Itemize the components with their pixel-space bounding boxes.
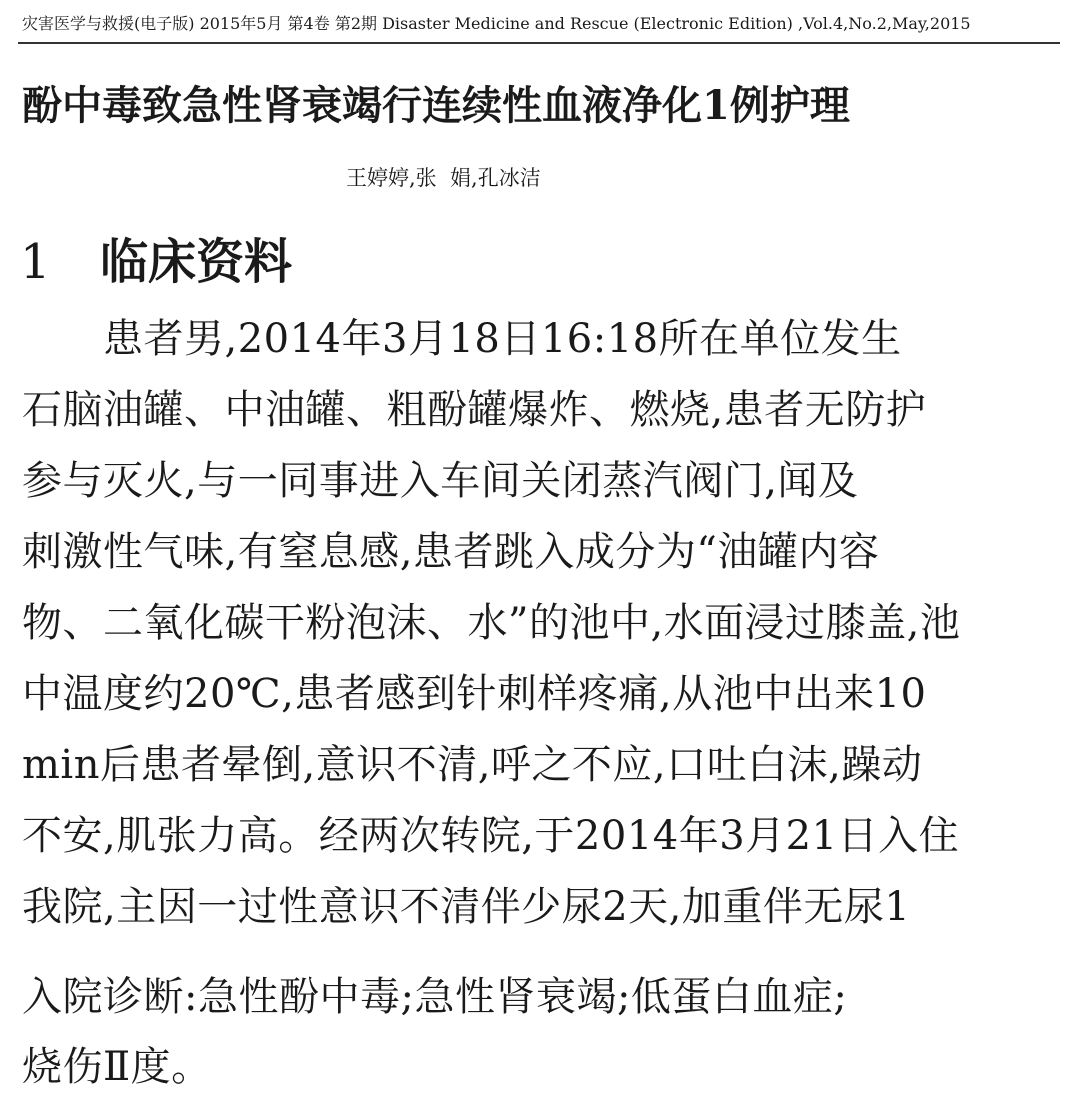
section-title: 临床资料 [100, 234, 293, 290]
text-line: min后患者晕倒,意识不清,呼之不应,口吐白沫,躁动 [22, 742, 923, 788]
text-line: 中温度约20℃,患者感到针刺样疼痛,从池中出来10 [22, 671, 927, 717]
text-line: 烧伤Ⅱ度。 [22, 1044, 212, 1090]
text-line: 参与灭火,与一同事进入车间关闭蒸汽阀门,闻及 [22, 458, 859, 504]
author-list: 王婷婷,张 娟,孔冰洁 [346, 166, 541, 190]
text-line: 石脑油罐、中油罐、粗酚罐爆炸、燃烧,患者无防护 [22, 387, 927, 433]
text-line: 入院诊断:急性酚中毒;急性肾衰竭;低蛋白血症; [22, 974, 848, 1020]
body-paragraph-1 [22, 304, 1062, 943]
text-line: 我院,主因一过性意识不清伴少尿2天,加重伴无尿1 [22, 884, 911, 930]
body-paragraph-2 [22, 962, 1062, 1102]
section-number: 1 [20, 234, 51, 290]
text-line: 物、二氧化碳干粉泡沫、水”的池中,水面浸过膝盖,池 [22, 600, 961, 646]
text-line: 刺激性气味,有窒息感,患者跳入成分为“油罐内容 [22, 529, 880, 575]
running-header: 灾害医学与救援(电子版) 2015年5月 第4卷 第2期 Disaster Medicine and Rescue (Electronic Edition) ,Vol.4,No.2,May,2015 [22, 14, 971, 33]
text-line: 患者男,2014年3月18日16:18所在单位发生 [22, 316, 902, 362]
text-line: 不安,肌张力高。经两次转院,于2014年3月21日入住 [22, 813, 960, 859]
header-rule [18, 42, 1060, 44]
article-title: 酚中毒致急性肾衰竭行连续性血液净化1例护理 [22, 82, 850, 129]
section-heading [20, 230, 292, 294]
